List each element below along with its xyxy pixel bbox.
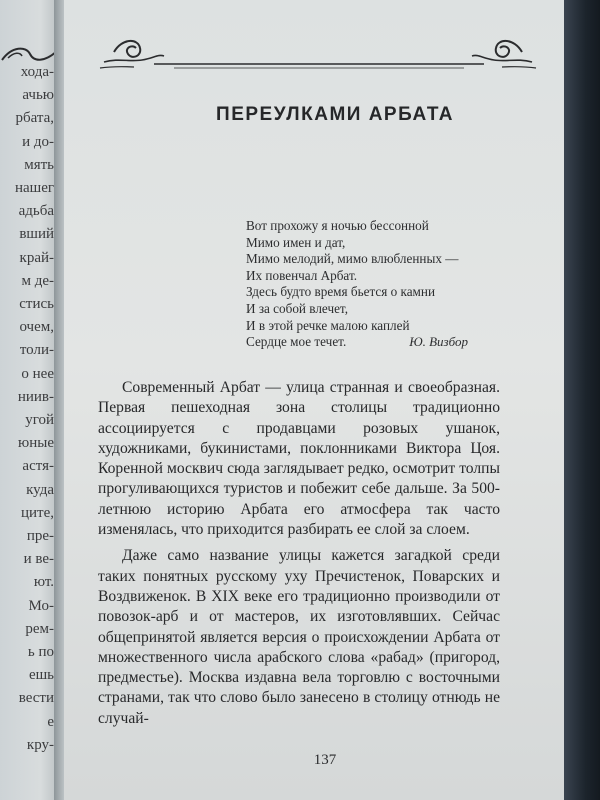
header-ornament-icon (94, 28, 542, 74)
epigraph-line: Их повенчал Арбат. (246, 267, 358, 283)
epigraph-author: Ю. Визбор (409, 334, 468, 349)
previous-page-fragment: ь по (27, 644, 54, 660)
previous-page-fragment: угой (25, 412, 54, 428)
previous-page-fragment: нашег (14, 180, 54, 196)
previous-page-fragment: и ве- (23, 551, 54, 568)
epigraph-line: Вот прохожу я ночью бессонной (246, 218, 429, 233)
epigraph-line: Мимо мелодий, мимо влюбленных — (246, 251, 459, 267)
previous-page-fragment: ешь (28, 667, 54, 684)
chapter-title: ПЕРЕУЛКАМИ АРБАТА (216, 104, 454, 125)
previous-page (0, 0, 58, 800)
epigraph-line: Мимо имен и дат, (246, 234, 346, 250)
previous-page-fragment: вший (19, 226, 54, 243)
previous-page-fragment: стись (19, 296, 54, 312)
previous-page-fragment: куда (26, 481, 54, 498)
previous-page-fragment: хода- (20, 64, 54, 80)
previous-page-fragment: толи- (19, 342, 54, 359)
book-edge (564, 0, 600, 800)
previous-page-fragment: ците, (20, 504, 54, 521)
previous-page-fragment: пре- (26, 528, 54, 544)
body-text (98, 378, 500, 735)
previous-page-fragment: м де- (21, 272, 54, 289)
paragraph: Даже само название улицы кажется загадкой среди таких понятных русскому уху Пречистенок, Поварских и Воздвиженок. В XIX веке его традиционно производили от повозок-арб и от мастеров, их изготовлявших. Сейчас общепринятой является версия о происхождении Арбата от множественного числа арабского слова «рабад» (пригород, предместье). Москва издавна вела торговлю с восточными странами, так что слово было занесено в столицу отнюдь не случай- (98, 547, 500, 727)
page-number: 137 (313, 752, 337, 768)
paragraph: Современный Арбат — улица странная и своеобразная. Первая пешеходная зона столицы традиционно ассоциируется с продавцами розовых ушанок, художниками, букинистами, поклонниками Виктора Цоя. Коренной москвич сюда заглядывает редко, осмотрит толпы прогуливающихся туристов и побежит себе дальше. За 500-летнюю историю Арбата его атмосфера так часто изменялась, что приходится разбирать ее слой за слоем. (98, 379, 500, 539)
previous-page-fragment: край- (19, 249, 54, 266)
previous-page-fragment: астя- (22, 458, 54, 475)
previous-page-fragment: ют. (33, 574, 54, 591)
epigraph (246, 218, 506, 351)
previous-page-fragment: и до- (22, 133, 54, 150)
previous-page-fragment: очем, (19, 319, 54, 336)
previous-page-fragment: ачью (22, 87, 54, 104)
previous-page-fragment: е (47, 713, 54, 730)
previous-page-fragment: адьба (18, 203, 54, 220)
book-page (64, 0, 566, 800)
epigraph-line: И за собой влечет, (246, 300, 348, 316)
epigraph-line: И в этой речке малою каплей (246, 317, 410, 333)
previous-page-fragment: юные (18, 435, 54, 452)
previous-page-fragment: Мо- (28, 597, 54, 614)
previous-page-fragment: вести (18, 690, 54, 707)
previous-page-fragment: рбата, (15, 110, 54, 127)
epigraph-line: Сердце мое течет. (246, 334, 347, 350)
previous-page-fragment: рем- (25, 620, 54, 637)
previous-page-fragment: о нее (21, 365, 54, 382)
previous-page-fragment: ниив- (17, 388, 54, 405)
previous-page-fragment: кру- (26, 736, 54, 753)
previous-page-fragment: мять (24, 156, 54, 173)
epigraph-line: Здесь будто время бьется о камни (246, 284, 436, 300)
